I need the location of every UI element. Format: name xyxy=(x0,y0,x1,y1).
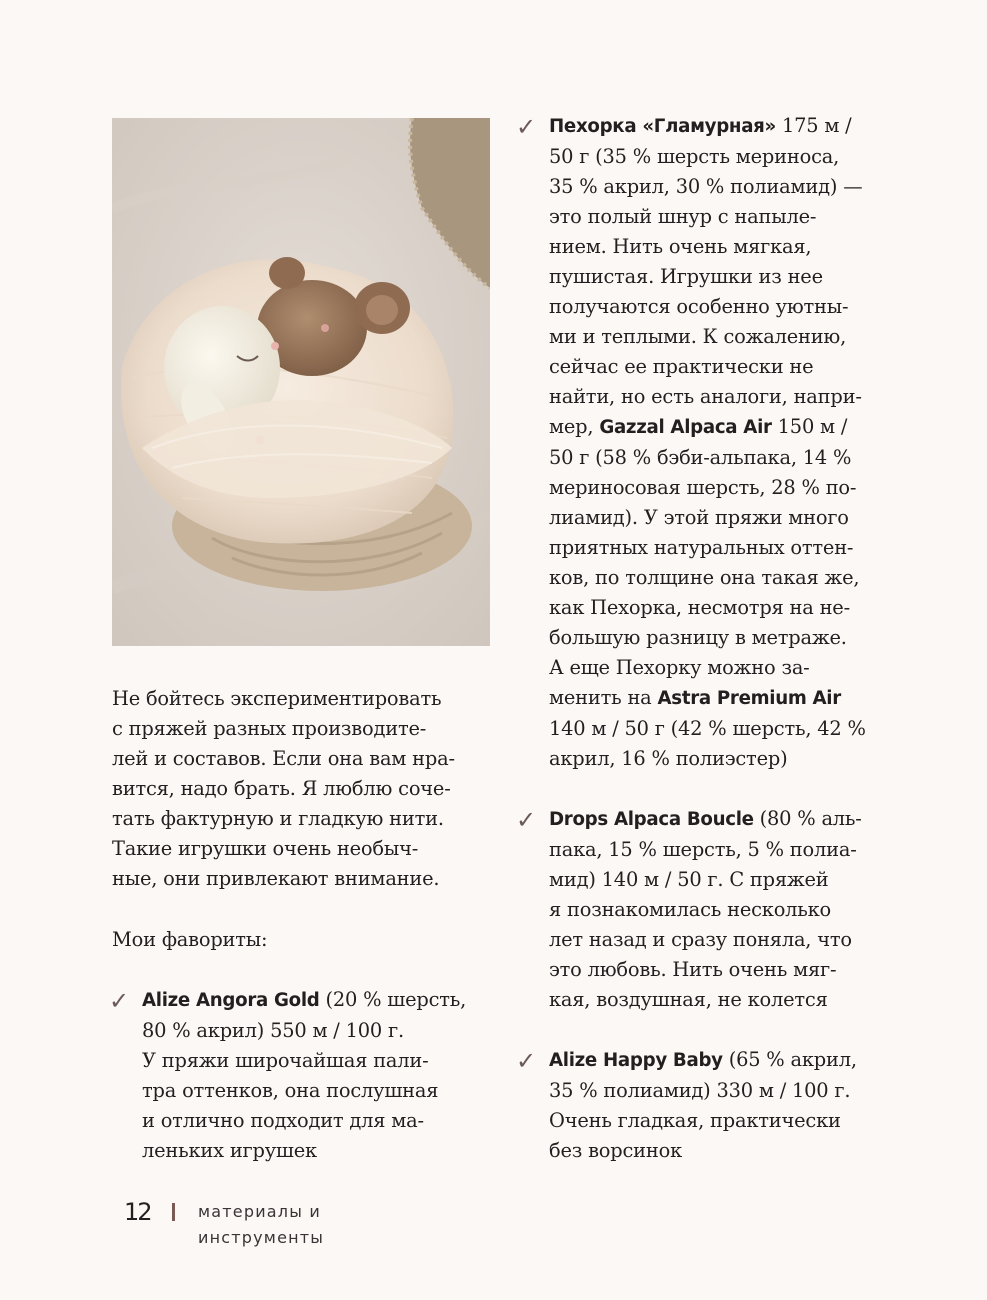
yarn-text: леньких игрушек xyxy=(142,1139,317,1162)
intro-line: с пряжей разных производите- xyxy=(112,717,427,740)
intro-line: ные, они привлекают внимание. xyxy=(112,867,440,890)
yarn-text: без ворсинок xyxy=(549,1139,682,1162)
yarn-text: 50 г (58 % бэби-альпака, 14 % xyxy=(549,446,852,469)
yarn-item-alize-happy-baby xyxy=(516,1045,857,1166)
yarn-text: менить на xyxy=(549,686,658,709)
yarn-text: лиамид). У этой пряжи много xyxy=(549,506,849,529)
yarn-brand-alt: Astra Premium Air xyxy=(657,688,841,709)
yarn-text: кая, воздушная, не колется xyxy=(549,988,828,1011)
intro-line: вится, надо брать. Я люблю соче- xyxy=(112,777,451,800)
yarn-text: мериносовая шерсть, 28 % по- xyxy=(549,476,857,499)
yarn-text: это любовь. Нить очень мяг- xyxy=(549,958,837,981)
yarn-text: Очень гладкая, практически xyxy=(549,1109,841,1132)
check-icon: ✓ xyxy=(516,1047,536,1075)
yarn-text: 35 % акрил, 30 % полиамид) — xyxy=(549,175,863,198)
yarn-text: большую разницу в метраже. xyxy=(549,626,847,649)
yarn-text: как Пехорка, несмотря на не- xyxy=(549,596,850,619)
yarn-text: получаются особенно уютны- xyxy=(549,295,849,318)
favorites-label-text: Мои фавориты: xyxy=(112,928,268,951)
section-title: материалы и инструменты xyxy=(198,1202,325,1247)
footer-divider xyxy=(172,1203,175,1221)
yarn-item-alize-angora-gold xyxy=(109,985,467,1166)
yarn-item-pekhorka xyxy=(516,111,866,774)
check-icon: ✓ xyxy=(516,113,536,141)
intro-line: тать фактурную и гладкую нити. xyxy=(112,807,444,830)
yarn-text: 35 % полиамид) 330 м / 100 г. xyxy=(549,1079,851,1102)
yarn-text: лет назад и сразу поняла, что xyxy=(549,928,852,951)
yarn-text: приятных натуральных оттен- xyxy=(549,536,854,559)
yarn-brand: Alize Happy Baby xyxy=(549,1050,723,1071)
yarn-text: акрил, 16 % полиэстер) xyxy=(549,747,788,770)
check-icon: ✓ xyxy=(516,806,536,834)
favorites-label xyxy=(112,925,267,955)
yarn-text: 140 м / 50 г (42 % шерсть, 42 % xyxy=(549,717,866,740)
knitted-toys-photo xyxy=(112,118,490,646)
yarn-text: пушистая. Игрушки из нее xyxy=(549,265,823,288)
yarn-text: я познакомилась несколько xyxy=(549,898,832,921)
yarn-text: и отлично подходит для ма- xyxy=(142,1109,424,1132)
yarn-text: нием. Нить очень мягкая, xyxy=(549,235,812,258)
yarn-brand: Drops Alpaca Boucle xyxy=(549,809,754,830)
yarn-text: сейчас ее практически не xyxy=(549,355,814,378)
intro-line: Такие игрушки очень необыч- xyxy=(112,837,419,860)
yarn-text: (80 % аль- xyxy=(753,807,862,830)
yarn-text: это полый шнур с напыле- xyxy=(549,205,817,228)
yarn-text: ми и теплыми. К сожалению, xyxy=(549,325,847,348)
yarn-text: У пряжи широчайшая пали- xyxy=(142,1049,429,1072)
yarn-brand: Пехорка «Гламурная» xyxy=(549,116,776,137)
yarn-text: 175 м / xyxy=(776,114,852,137)
yarn-text: найти, но есть аналоги, напри- xyxy=(549,385,862,408)
yarn-text: мер, xyxy=(549,415,600,438)
yarn-text: 150 м / xyxy=(771,415,848,438)
yarn-text: ков, по толщине она такая же, xyxy=(549,566,860,589)
yarn-text: 50 г (35 % шерсть мериноса, xyxy=(549,145,840,168)
yarn-brand-alt: Gazzal Alpaca Air xyxy=(599,417,772,438)
intro-paragraph xyxy=(112,684,492,894)
yarn-text: мид) 140 м / 50 г. С пряжей xyxy=(549,868,829,891)
yarn-text: А еще Пехорку можно за- xyxy=(549,656,810,679)
intro-line: Не бойтесь экспериментировать xyxy=(112,687,442,710)
yarn-text: 80 % акрил) 550 м / 100 г. xyxy=(142,1019,404,1042)
yarn-text: (65 % акрил, xyxy=(722,1048,857,1071)
yarn-text: (20 % шерсть, xyxy=(319,988,467,1011)
yarn-text: тра оттенков, она послушная xyxy=(142,1079,439,1102)
page-number: 12 xyxy=(124,1198,151,1226)
yarn-item-drops-alpaca-boucle xyxy=(516,804,862,1015)
check-icon: ✓ xyxy=(109,987,129,1015)
yarn-text: пака, 15 % шерсть, 5 % полиа- xyxy=(549,838,857,861)
yarn-brand: Alize Angora Gold xyxy=(142,990,320,1011)
intro-line: лей и составов. Если она вам нра- xyxy=(112,747,455,770)
